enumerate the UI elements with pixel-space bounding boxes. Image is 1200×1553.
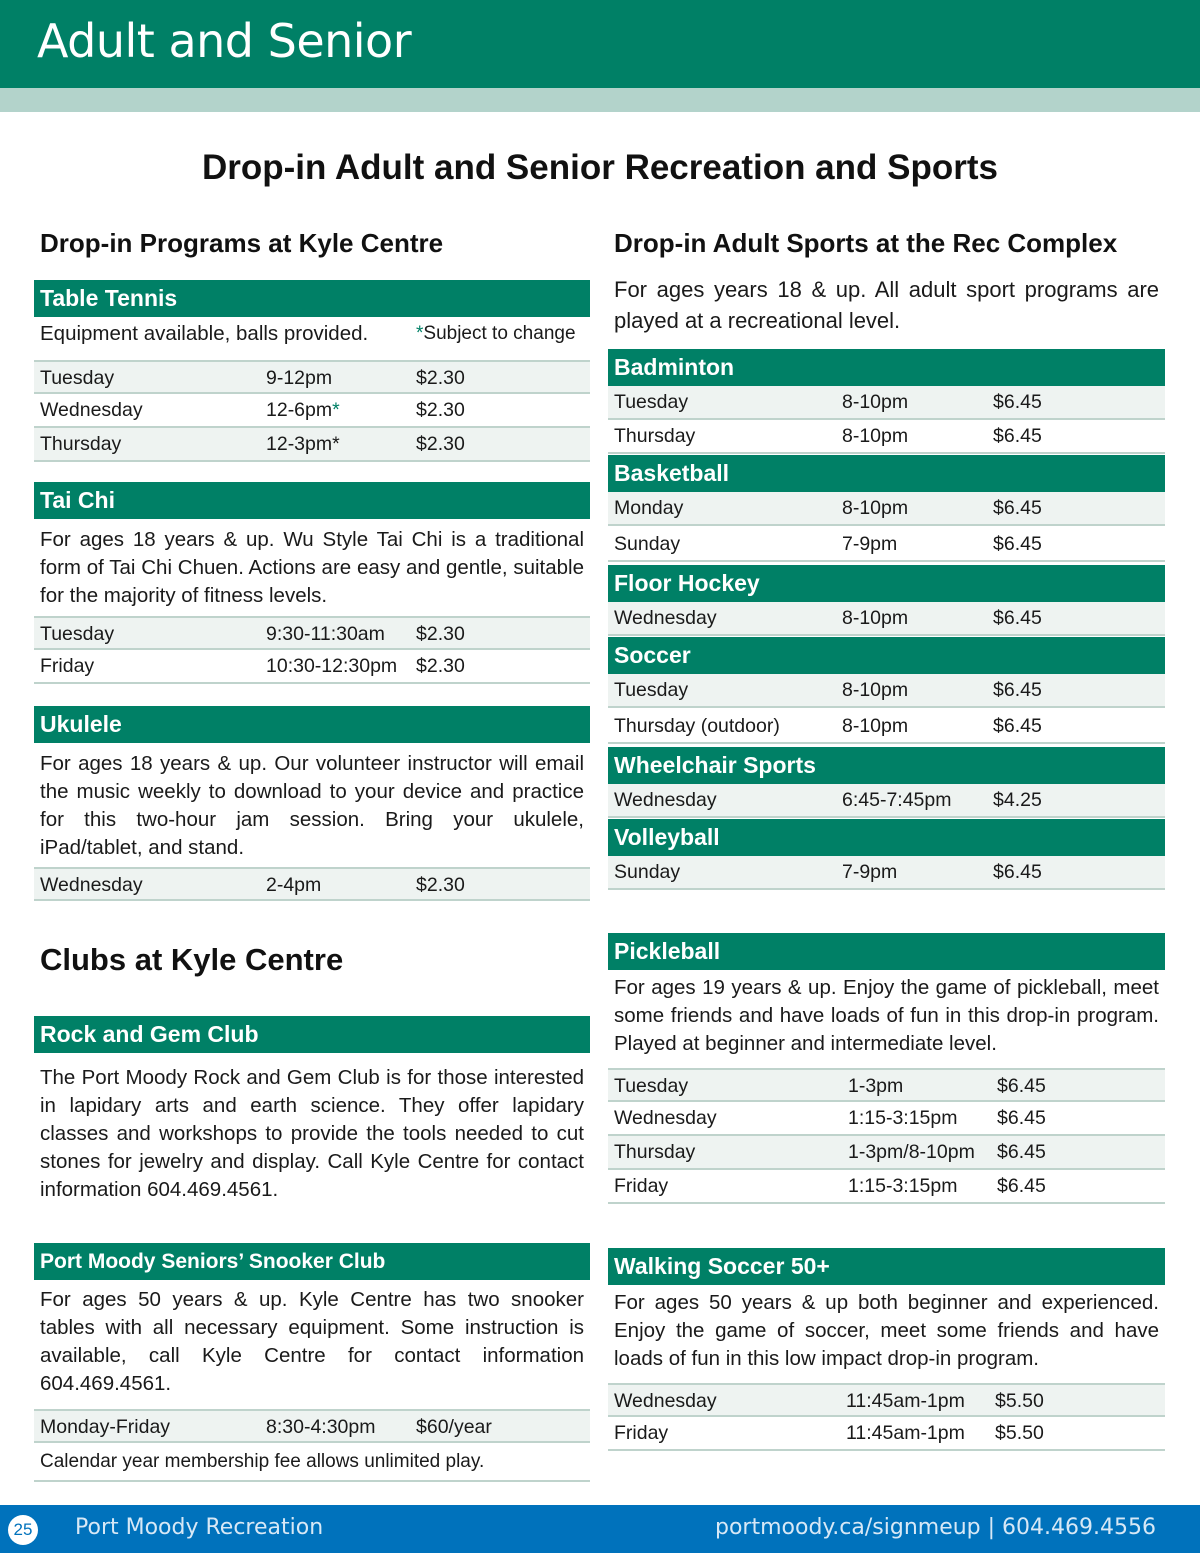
footer-contact-link[interactable]: portmoody.ca/signmeup | 604.469.4556 xyxy=(715,1515,1156,1540)
table-row xyxy=(34,394,590,428)
row-time: 8-10pm xyxy=(842,607,909,629)
row-day: Thursday xyxy=(40,433,122,455)
table-row xyxy=(34,428,590,462)
row-day: Thursday (outdoor) xyxy=(614,715,780,737)
row-fee: $2.30 xyxy=(416,655,465,677)
table-row xyxy=(608,1102,1165,1136)
row-day: Wednesday xyxy=(40,399,143,421)
snooker-footnote-row xyxy=(34,1446,590,1482)
row-time: 1-3pm/8-10pm xyxy=(848,1141,975,1163)
snooker-footnote: Calendar year membership fee allows unlimited play. xyxy=(40,1451,485,1472)
right-column xyxy=(608,0,1165,1500)
rec-complex-intro: For ages years 18 & up. All adult sport programs are played at a recreational level. xyxy=(614,277,1159,333)
row-fee: $6.45 xyxy=(993,533,1042,555)
row-fee: $2.30 xyxy=(416,874,465,896)
basketball-header: Basketball xyxy=(608,455,1165,492)
row-time: 8:30-4:30pm xyxy=(266,1416,376,1438)
row-day: Sunday xyxy=(614,861,681,883)
row-time: 1-3pm xyxy=(848,1075,904,1097)
row-time: 8-10pm xyxy=(842,425,909,447)
pickleball-header: Pickleball xyxy=(608,933,1165,970)
row-day: Tuesday xyxy=(40,623,115,645)
snooker-description: For ages 50 years & up. Kyle Centre has two snooker tables with all necessary equipment. Some instruction is available, call Kyle Centre for contact information 604.469.4561. xyxy=(40,1288,584,1395)
subject-to-change-note: *Subject to change xyxy=(416,323,576,344)
table-row xyxy=(608,710,1165,744)
row-fee: $6.45 xyxy=(997,1075,1046,1097)
row-day: Thursday xyxy=(614,425,696,447)
row-day: Wednesday xyxy=(614,789,717,811)
left-column xyxy=(34,0,590,1500)
row-time: 7-9pm xyxy=(842,861,898,883)
page-title: Drop-in Adult and Senior Recreation and Sports xyxy=(202,148,998,187)
tai-chi-header: Tai Chi xyxy=(34,482,590,519)
row-fee: $60/year xyxy=(416,1416,492,1438)
row-fee: $5.50 xyxy=(995,1422,1044,1444)
footer-publication: Port Moody Recreation xyxy=(75,1515,324,1540)
volleyball-header: Volleyball xyxy=(608,819,1165,856)
kyle-programs-heading: Drop-in Programs at Kyle Centre xyxy=(40,228,444,258)
snooker-header: Port Moody Seniors’ Snooker Club xyxy=(34,1243,590,1280)
table-row xyxy=(608,602,1165,636)
wheelchair-sports-header: Wheelchair Sports xyxy=(608,747,1165,784)
ukulele-header: Ukulele xyxy=(34,706,590,743)
row-day: Wednesday xyxy=(614,1107,717,1129)
row-day: Tuesday xyxy=(614,679,689,701)
row-fee: $2.30 xyxy=(416,367,465,389)
row-fee: $6.45 xyxy=(993,497,1042,519)
row-fee: $2.30 xyxy=(416,399,465,421)
row-fee: $6.45 xyxy=(997,1107,1046,1129)
row-day: Tuesday xyxy=(614,1075,689,1097)
row-fee: $2.30 xyxy=(416,433,465,455)
table-tennis-header: Table Tennis xyxy=(34,280,590,317)
row-day: Wednesday xyxy=(614,1390,717,1412)
row-day: Thursday xyxy=(614,1141,696,1163)
footer-bar xyxy=(0,1505,1200,1553)
table-row xyxy=(608,1068,1165,1102)
row-fee: $5.50 xyxy=(995,1390,1044,1412)
row-fee: $6.45 xyxy=(993,607,1042,629)
row-time: 1:15-3:15pm xyxy=(848,1107,958,1129)
row-day: Tuesday xyxy=(614,391,689,413)
row-day: Friday xyxy=(614,1175,669,1197)
ukulele-description: For ages 18 years & up. Our volunteer instructor will email the music weekly to download to your device and practice for this two-hour jam session. Bring your ukulele, iPad/tablet, and stand. xyxy=(40,752,584,859)
tai-chi-description: For ages 18 years & up. Wu Style Tai Chi is a traditional form of Tai Chi Chuen. Actions are easy and gentle, suitable for the majority of fitness levels. xyxy=(40,528,584,607)
row-fee: $6.45 xyxy=(993,715,1042,737)
table-row xyxy=(34,867,590,901)
table-row xyxy=(34,650,590,684)
soccer-header: Soccer xyxy=(608,637,1165,674)
row-day: Sunday xyxy=(614,533,681,555)
row-fee: $6.45 xyxy=(993,425,1042,447)
row-time: 8-10pm xyxy=(842,715,909,737)
row-time: 9:30-11:30am xyxy=(266,623,385,645)
rock-gem-header: Rock and Gem Club xyxy=(34,1016,590,1053)
row-time: 1:15-3:15pm xyxy=(848,1175,958,1197)
table-row xyxy=(34,616,590,650)
row-fee: $6.45 xyxy=(997,1141,1046,1163)
row-time: 2-4pm xyxy=(266,874,322,896)
clubs-heading: Clubs at Kyle Centre xyxy=(40,942,344,977)
table-row xyxy=(608,386,1165,420)
table-row xyxy=(608,856,1165,890)
row-time: 9-12pm xyxy=(266,367,333,389)
row-day: Wednesday xyxy=(614,607,717,629)
row-time: 11:45am-1pm xyxy=(846,1390,965,1412)
table-tennis-note: Equipment available, balls provided. xyxy=(40,322,369,345)
table-row xyxy=(608,492,1165,526)
table-row xyxy=(608,420,1165,454)
row-time: 12-3pm* xyxy=(266,433,340,455)
row-day: Monday-Friday xyxy=(40,1416,171,1438)
table-row xyxy=(34,1409,590,1443)
row-time: 8-10pm xyxy=(842,391,909,413)
rock-gem-description: The Port Moody Rock and Gem Club is for those interested in lapidary arts and earth science. They offer lapidary classes and workshops to provide the tools needed to cut stones for jewelry and display. Call Kyle Centre for contact information 604.469.4561. xyxy=(40,1066,584,1201)
row-fee: $4.25 xyxy=(993,789,1042,811)
row-time: 7-9pm xyxy=(842,533,898,555)
row-fee: $6.45 xyxy=(997,1175,1046,1197)
pickleball-description: For ages 19 years & up. Enjoy the game of pickleball, meet some friends and have loads of fun in this drop-in program. Played at beginner and intermediate level. xyxy=(614,976,1159,1055)
row-fee: $6.45 xyxy=(993,679,1042,701)
row-day: Monday xyxy=(614,497,684,519)
row-time: 6:45-7:45pm xyxy=(842,789,952,811)
row-fee: $2.30 xyxy=(416,623,465,645)
section-title: Adult and Senior xyxy=(37,14,412,68)
page-number: 25 xyxy=(8,1515,38,1545)
row-time: 8-10pm xyxy=(842,497,909,519)
walking-soccer-header: Walking Soccer 50+ xyxy=(608,1248,1165,1285)
row-fee: $6.45 xyxy=(993,391,1042,413)
floor-hockey-header: Floor Hockey xyxy=(608,565,1165,602)
row-time: 10:30-12:30pm xyxy=(266,655,398,677)
walking-soccer-description: For ages 50 years & up both beginner and experienced. Enjoy the game of soccer, meet some friends and have loads of fun in this low impact drop-in program. xyxy=(614,1291,1159,1370)
row-day: Tuesday xyxy=(40,367,115,389)
row-day: Friday xyxy=(40,655,95,677)
table-row xyxy=(34,360,590,394)
table-row xyxy=(608,528,1165,562)
row-fee: $6.45 xyxy=(993,861,1042,883)
table-row xyxy=(608,1383,1165,1417)
table-tennis-note-row xyxy=(34,318,590,358)
table-row xyxy=(608,1417,1165,1451)
badminton-header: Badminton xyxy=(608,349,1165,386)
rec-complex-heading: Drop-in Adult Sports at the Rec Complex xyxy=(614,228,1118,258)
row-time: 8-10pm xyxy=(842,679,909,701)
row-time: 12-6pm* xyxy=(266,399,340,421)
table-row xyxy=(608,674,1165,708)
table-row xyxy=(608,1170,1165,1204)
row-day: Wednesday xyxy=(40,874,143,896)
table-row xyxy=(608,784,1165,818)
row-day: Friday xyxy=(614,1422,669,1444)
table-row xyxy=(608,1136,1165,1170)
row-time: 11:45am-1pm xyxy=(846,1422,965,1444)
